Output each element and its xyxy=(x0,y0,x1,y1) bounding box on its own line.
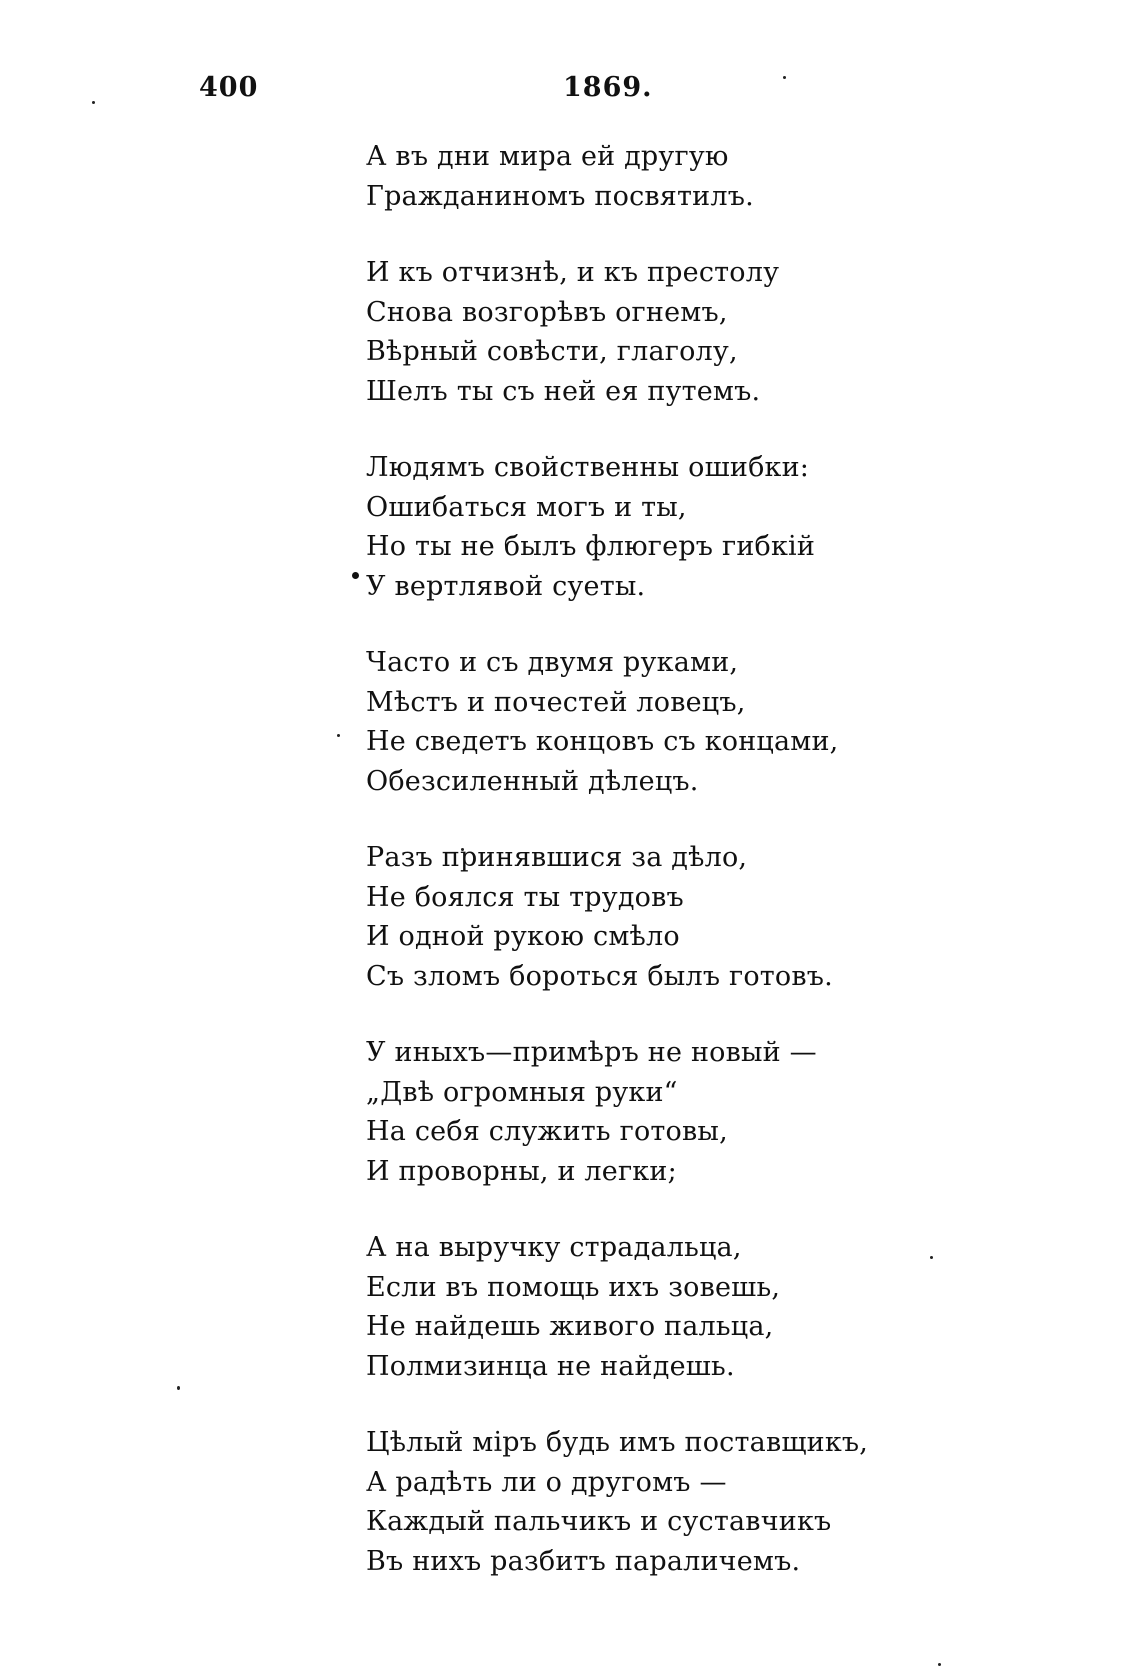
poem-line: А на выручку страдальца, xyxy=(366,1232,742,1263)
poem-line: А радѣть ли о другомъ — xyxy=(366,1466,727,1498)
bullet-mark xyxy=(352,572,359,579)
stanza-7 xyxy=(366,1228,886,1386)
poem-line: У иныхъ—примѣръ не новый — xyxy=(366,1037,817,1068)
poem-line: У вертлявой суеты. xyxy=(366,570,646,602)
poem-line: Разъ принявшися за дѣло, xyxy=(366,842,748,873)
page-number: 400 xyxy=(199,72,259,103)
poem-line: Цѣлый міръ будь имъ поставщикъ, xyxy=(366,1427,869,1458)
poem-line: Шелъ ты съ ней ея путемъ. xyxy=(366,375,761,407)
poem-line: Людямъ свойственны ошибки: xyxy=(366,452,810,483)
stanza-4 xyxy=(366,643,886,801)
poem-line: Не найдешь живого пальца, xyxy=(366,1311,774,1342)
poem-line: И одной рукою смѣло xyxy=(366,921,680,952)
stanza-3 xyxy=(366,448,886,606)
scan-speck xyxy=(337,734,340,737)
poem-line: На себя служить готовы, xyxy=(366,1116,728,1147)
stanza-1 xyxy=(366,137,886,216)
poem-line: Не сведетъ концовъ съ концами, xyxy=(366,726,839,757)
poem-line: И къ отчизнѣ, и къ престолу xyxy=(366,257,780,288)
poem-line: Часто и съ двумя руками, xyxy=(366,647,739,678)
scan-speck xyxy=(783,76,786,79)
scan-speck xyxy=(177,1386,180,1390)
poem-line: „Двѣ огромныя руки“ xyxy=(366,1076,678,1108)
poem-line: Вѣрный совѣсти, глаголу, xyxy=(366,336,738,367)
poem-line: Каждый пальчикъ и суставчикъ xyxy=(366,1506,832,1537)
scan-speck xyxy=(930,1256,933,1259)
poem-line: Ошибаться могъ и ты, xyxy=(366,491,687,523)
poem-line: Мѣстъ и почестей ловецъ, xyxy=(366,686,746,718)
poem-line: Но ты не былъ флюгеръ гибкій xyxy=(366,531,816,562)
poem xyxy=(366,137,886,1618)
poem-line: Въ нихъ разбитъ параличемъ. xyxy=(366,1545,801,1577)
poem-line: Обезсиленный дѣлецъ. xyxy=(366,765,699,797)
poem-line: Съ зломъ бороться былъ готовъ. xyxy=(366,960,833,992)
stanza-5 xyxy=(366,838,886,996)
stanza-6 xyxy=(366,1033,886,1191)
scan-speck xyxy=(92,101,95,104)
stanza-8 xyxy=(366,1423,886,1581)
poem-line: Не боялся ты трудовъ xyxy=(366,881,684,913)
poem-line: И проворны, и легки; xyxy=(366,1155,677,1187)
poem-line: А въ дни мира ей другую xyxy=(366,141,729,172)
stanza-2 xyxy=(366,253,886,411)
poem-line: Гражданиномъ посвятилъ. xyxy=(366,180,754,212)
poem-line: Если въ помощь ихъ зовешь, xyxy=(366,1271,781,1303)
poem-line: Полмизинца не найдешь. xyxy=(366,1350,735,1382)
running-header-year: 1869. xyxy=(563,72,653,103)
poem-line: Снова возгорѣвъ огнемъ, xyxy=(366,296,728,328)
